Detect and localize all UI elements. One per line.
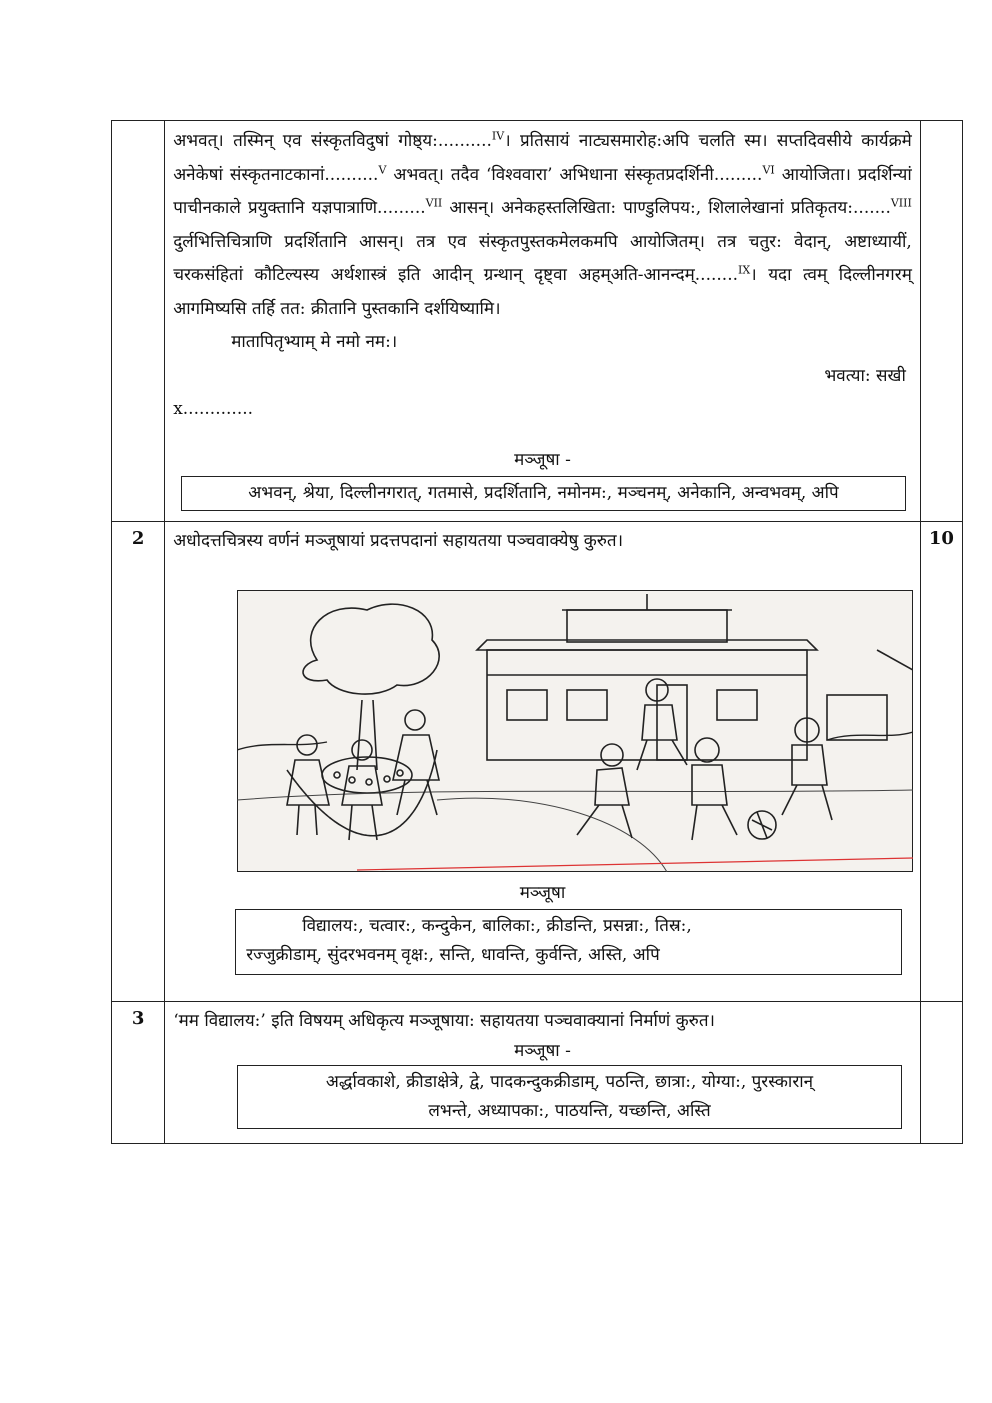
blank-marker: V [378, 162, 387, 176]
question-3-text: ‘मम विद्यालय:’ इति विषयम् अधिकृत्य मञ्जूषाया: सहायतया पञ्चवाक्यानां निर्माणं कुरुत। [173, 1010, 715, 1031]
question-number: 2 [112, 521, 165, 1001]
blank-marker: VIII [890, 196, 912, 210]
manjusha-box [237, 1065, 902, 1129]
question-marks: 10 [920, 521, 962, 1001]
letter-text: अभवत्। तदैव ‘विश्ववारा’ अभिधाना संस्कृतप्रदर्शिनी......... [386, 164, 763, 185]
blank-marker: IV [491, 129, 505, 143]
letter-paragraph [173, 125, 912, 326]
school-playground-picture [237, 590, 913, 872]
blank-marker: VI [762, 162, 775, 176]
marks-cell [920, 1001, 962, 1143]
question-2-text: अधोदत्तचित्रस्य वर्णनं मञ्जूषायां प्रदत्तपदानां सहायतया पञ्चवाक्येषु कुरुत। [173, 530, 624, 551]
letter-salutation: मातापितृभ्याम् मे नमो नम:। [231, 332, 398, 352]
question-2-cell [165, 521, 921, 1001]
letter-sender: x............. [173, 399, 254, 419]
playground-drawing [237, 590, 913, 872]
letter-text: आयोजिता। प्रदर्शिन्यां पाचीनकाले प्रयुक्तानि यज्ञपात्राणि......... [173, 164, 912, 218]
manjusha-line: रज्जुक्रीडाम्, सुंदरभवनम् वृक्ष:, सन्ति, धावन्ति, कुर्वन्ति, अस्ति, अपि [246, 944, 660, 965]
row-letter [112, 121, 963, 522]
question-number-cell [112, 121, 165, 522]
manjusha-box [235, 909, 902, 975]
letter-signoff: भवत्या: सखी [824, 365, 906, 386]
letter-text: । यदा त्वम् दिल्लीनगरम् आगमिष्यसि तर्हि तत: क्रीतानि पुस्तकानि दर्शयिष्यामि। [173, 265, 912, 319]
row-question-2 [112, 521, 963, 1001]
question-number: 3 [112, 1001, 165, 1143]
letter-text: अभवत्। तस्मिन् एव संस्कृतविदुषां गोष्ठ्य:.......... [173, 131, 492, 151]
manjusha-title: मञ्जूषा - [514, 449, 571, 470]
question-table [111, 120, 963, 1144]
manjusha-box: अभवन्, श्रेया, दिल्लीनगरात्, गतमासे, प्रदर्शितानि, नमोनम:, मञ्चनम्, अनेकानि, अन्वभवम्, अपि [181, 476, 906, 511]
manjusha-title: मञ्जूषा - [514, 1040, 571, 1061]
letter-text: । प्रतिसायं नाट्यसमारोह:अपि चलति स्म। सप्तदिवसीये कार्यक्रमे अनेकेषां संस्कृतनाटकानां.......... [173, 131, 912, 185]
manjusha-line: विद्यालय:, चत्वार:, कन्दुकेन, बालिका:, क्रीडन्ति, प्रसन्ना:, तिस्र:, [302, 915, 692, 936]
letter-cell [165, 121, 921, 522]
row-question-3 [112, 1001, 963, 1143]
manjusha-line: अर्द्धावकाशे, क्रीडाक्षेत्रे, द्वे, पादकन्दुकक्रीडाम्, पठन्ति, छात्रा:, योग्या:, पुरस्कारान् [325, 1071, 814, 1092]
letter-text: आसन्। अनेकहस्तलिखिता: पाण्डुलिपय:, शिलालेखानां प्रतिकृतय:....... [442, 198, 891, 218]
blank-marker: VII [425, 196, 443, 210]
marks-cell [920, 121, 962, 522]
question-3-cell [165, 1001, 921, 1143]
manjusha-title: मञ्जूषा [519, 882, 566, 903]
manjusha-line: लभन्ते, अध्यापका:, पाठयन्ति, यच्छन्ति, अस्ति [428, 1100, 711, 1121]
letter-text: दुर्लभित्तिचित्राणि प्रदर्शितानि आसन्। तत्र एव संस्कृतपुस्तकमेलकमपि आयोजितम्। तत्र चतुर: वेदान्, अष्टाध्यायीं, चरकसंहितां कौटिल्यस्य अर्थशास्त्रं इति आदीन् ग्रन्थान् दृष्ट्वा अहम्अति-आनन्दम्........ [173, 231, 912, 285]
blank-marker: IX [738, 263, 751, 277]
